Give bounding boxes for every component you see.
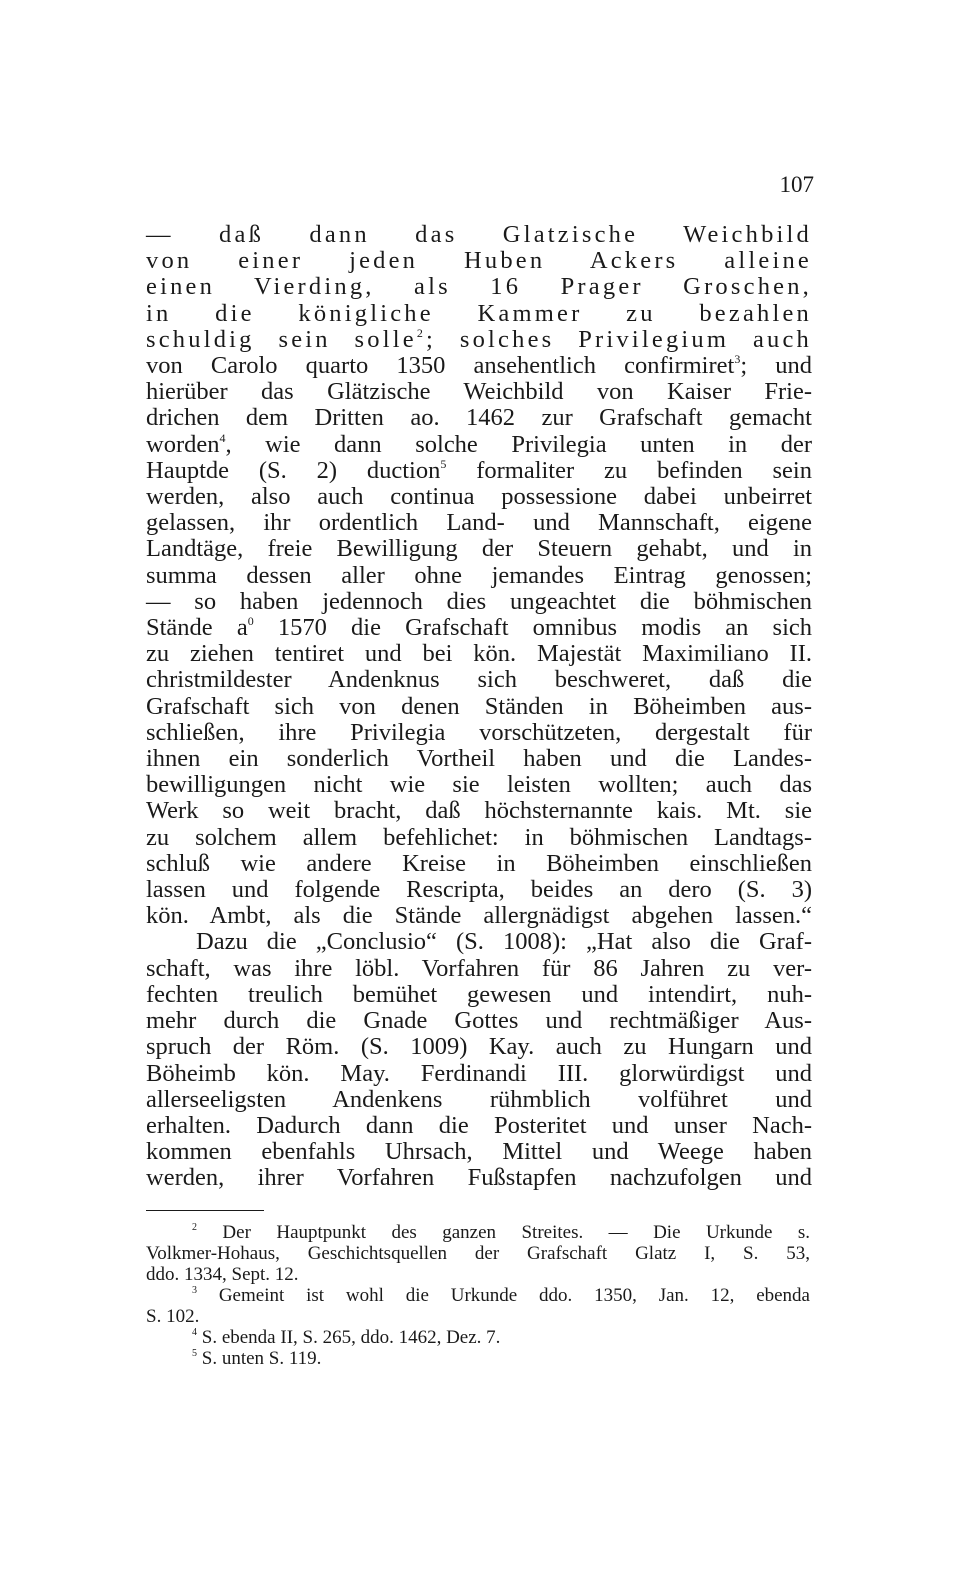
footnote-line — [146, 1285, 810, 1306]
footnote-number: 5 — [192, 1348, 197, 1359]
text-line — [146, 720, 812, 746]
text-line — [146, 1061, 812, 1087]
text-segment: Hauptde (S. 2) duction — [146, 456, 441, 484]
footnote-number: 4 — [192, 1327, 197, 1338]
text-segment: summa dessen aller ohne jemandes Eintrag genossen; — [146, 561, 812, 589]
text-line — [146, 877, 812, 903]
text-line — [146, 432, 812, 458]
text-segment: spruch der Röm. (S. 1009) Kay. auch zu Hungarn und — [146, 1033, 812, 1061]
text-segment: Böheimb kön. May. Ferdinandi III. glorwürdigst und — [146, 1059, 812, 1087]
footnote-line — [146, 1327, 810, 1348]
text-line — [146, 929, 812, 955]
text-line — [146, 746, 812, 772]
footnote-text: ddo. 1334, Sept. 12. — [146, 1264, 299, 1285]
text-segment: werden, ihrer Vorfahren Fußstapfen nachzufolgen und — [146, 1164, 812, 1192]
text-segment: mehr durch die Gnade Gottes und rechtmäßiger Aus- — [146, 1007, 812, 1035]
text-segment: kommen ebenfahls Uhrsach, Mittel und Weege haben — [146, 1138, 812, 1166]
footnote-text: Der Hauptpunkt des ganzen Streites. — Die Urkunde s. — [197, 1222, 810, 1243]
text-segment: 1570 die Grafschaft omnibus modis an sich — [253, 614, 812, 642]
footnote-number: 2 — [192, 1222, 197, 1233]
text-line — [146, 274, 812, 300]
footnote-marker: 3 — [734, 352, 741, 367]
text-segment: in die königliche Kammer zu bezahlen — [146, 299, 812, 327]
text-line — [146, 1087, 812, 1113]
footnote-text: S. 102. — [146, 1306, 200, 1327]
text-line — [146, 798, 812, 824]
text-line — [146, 694, 812, 720]
text-segment: ; solches Privilegium auch — [426, 325, 812, 353]
text-segment: einen Vierding, als 16 Prager Groschen, — [146, 273, 812, 301]
main-text — [146, 222, 812, 1192]
text-segment: Landtäge, freie Bewilligung der Steuern gehabt, und in — [146, 535, 812, 563]
footnote-text: Volkmer-Hohaus, Geschichtsquellen der Grafschaft Glatz I, S. 53, — [146, 1243, 810, 1264]
text-line — [146, 772, 812, 798]
text-line — [146, 379, 812, 405]
text-segment: Dazu die „Conclusio“ (S. 1008): „Hat also die Graf- — [196, 928, 812, 956]
text-segment: hierüber das Glätzische Weichbild von Kaiser Frie- — [146, 378, 812, 406]
text-line — [146, 641, 812, 667]
text-segment: gelassen, ihr ordentlich Land- und Mannschaft, eigene — [146, 509, 812, 537]
text-line — [146, 956, 812, 982]
text-line — [146, 536, 812, 562]
text-line — [146, 484, 812, 510]
text-line — [146, 1034, 812, 1060]
text-line — [146, 982, 812, 1008]
text-line — [146, 1139, 812, 1165]
footnote-line — [146, 1306, 810, 1327]
text-line — [146, 327, 812, 353]
text-segment: von einer jeden Huben Ackers alleine — [146, 247, 812, 275]
text-segment: fechten treulich bemühet gewesen und intendirt, nuh- — [146, 980, 812, 1008]
footnote-line — [146, 1243, 810, 1264]
text-segment: lassen und folgende Rescripta, beides an dero (S. 3) — [146, 876, 812, 904]
text-segment: kön. Ambt, als die Stände allergnädigst abgehen lassen.“ — [146, 902, 812, 930]
footnote-marker: 5 — [440, 456, 447, 471]
text-line — [146, 825, 812, 851]
text-line — [146, 458, 812, 484]
text-segment: — so haben jedennoch dies ungeachtet die böhmischen — [146, 587, 812, 615]
text-segment: zu ziehen tentiret und bei kön. Majestät Maximiliano II. — [146, 640, 812, 668]
text-segment: schuldig sein solle — [146, 325, 417, 353]
text-segment: formaliter zu befinden sein — [446, 456, 812, 484]
text-segment: ; und — [740, 352, 812, 380]
text-line — [146, 903, 812, 929]
footnote-marker: 2 — [416, 325, 427, 340]
text-line — [146, 248, 812, 274]
text-segment: ihnen ein sonderlich Vortheil haben und die Landes- — [146, 745, 812, 773]
text-segment: schließen, ihre Privilegia vorschützeten, dergestalt für — [146, 718, 812, 746]
text-line — [146, 222, 812, 248]
text-segment: von Carolo quarto 1350 ansehentlich confirmiret — [146, 352, 735, 380]
text-line — [146, 589, 812, 615]
footnote-text: S. unten S. 119. — [197, 1348, 322, 1369]
footnote-marker: 4 — [219, 430, 226, 445]
text-segment: erhalten. Dadurch dann die Posteritet und unser Nach- — [146, 1111, 812, 1139]
text-line — [146, 1008, 812, 1034]
text-line — [146, 510, 812, 536]
page-number: 107 — [779, 172, 814, 197]
text-line — [146, 851, 812, 877]
footnote-marker: 0 — [247, 614, 254, 629]
text-line — [146, 353, 812, 379]
text-line — [146, 615, 812, 641]
text-line — [146, 667, 812, 693]
footnote-divider — [146, 1210, 264, 1211]
text-segment: schluß wie andere Kreise in Böheimben einschließen — [146, 849, 812, 877]
text-segment: , wie dann solche Privilegia unten in der — [225, 430, 812, 458]
text-segment: drichen dem Dritten ao. 1462 zur Grafschaft gemacht — [146, 404, 812, 432]
text-segment: Werk so weit bracht, daß höchsternannte kais. Mt. sie — [146, 797, 812, 825]
text-line — [146, 1113, 812, 1139]
footnote-text: S. ebenda II, S. 265, ddo. 1462, Dez. 7. — [197, 1327, 501, 1348]
footnote-number: 3 — [192, 1285, 197, 1296]
text-line — [146, 301, 812, 327]
footnote-line — [146, 1348, 810, 1369]
footnote-line — [146, 1222, 810, 1243]
text-segment: werden, also auch continua possessione dabei unbeirret — [146, 483, 812, 511]
text-line — [146, 563, 812, 589]
text-segment: zu solchem allem befehlichet: in böhmischen Landtags- — [146, 823, 812, 851]
footnotes — [146, 1222, 810, 1369]
text-segment: Stände a — [146, 614, 248, 642]
text-segment: Grafschaft sich von denen Ständen in Böheimben aus- — [146, 692, 812, 720]
text-segment: — daß dann das Glatzische Weichbild — [146, 221, 812, 248]
text-line — [146, 1165, 812, 1191]
text-segment: allerseeligsten Andenkens rühmblich volführet und — [146, 1085, 812, 1113]
text-segment: schaft, was ihre löbl. Vorfahren für 86 Jahren zu ver- — [146, 954, 812, 982]
text-line — [146, 405, 812, 431]
footnote-text: Gemeint ist wohl die Urkunde ddo. 1350, Jan. 12, ebenda — [197, 1285, 810, 1306]
text-segment: christmildester Andenknus sich beschweret, daß die — [146, 666, 812, 694]
text-segment: worden — [146, 430, 220, 458]
footnote-line — [146, 1264, 810, 1285]
text-segment: bewilligungen nicht wie sie leisten wollten; auch das — [146, 771, 812, 799]
